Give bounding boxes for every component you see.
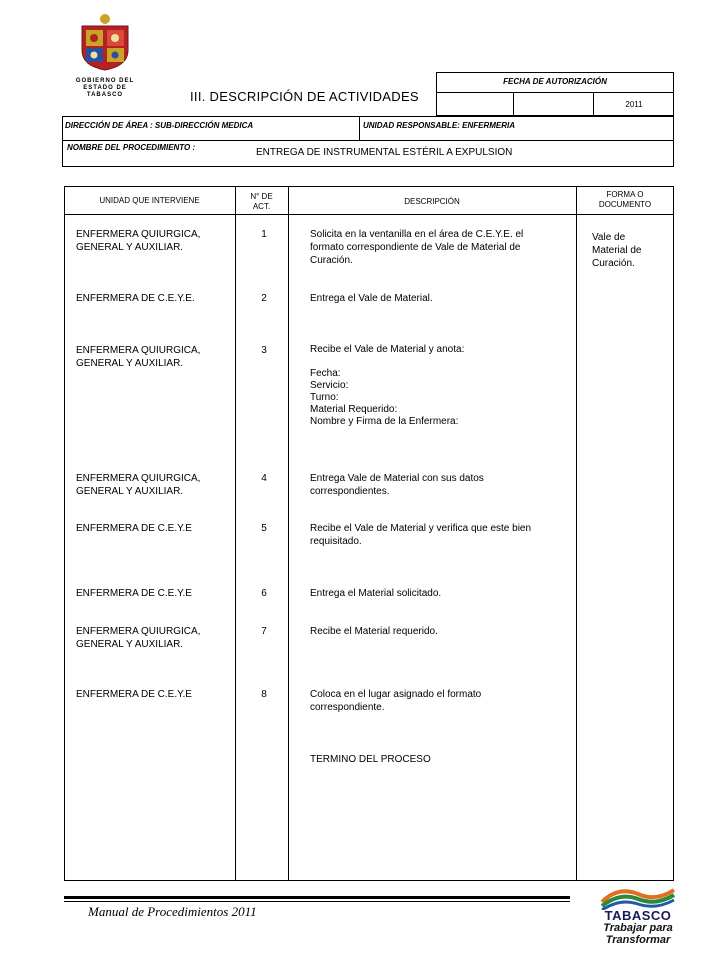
manual-footer-text: Manual de Procedimientos 2011 [88,904,257,919]
logo-text-line: GOBIERNO DEL [75,78,135,84]
fecha-year: 2011 [625,100,643,109]
direccion-area-label: DIRECCIÓN DE ÁREA : SUB-DIRECCIÓN MEDICA [65,121,254,130]
row-unit: ENFERMERA DE C.E.Y.E [76,588,192,599]
tabasco-waves-icon [598,884,678,910]
row-unit: ENFERMERA DE C.E.Y.E [76,689,192,700]
logo-text-line: TABASCO [86,92,124,98]
fecha-autorizacion-label: FECHA DE AUTORIZACIÓN [503,77,607,86]
section-title: III. DESCRIPCIÓN DE ACTIVIDADES [190,89,419,104]
state-coat-of-arms [74,12,136,98]
row-unit: ENFERMERA QUIURGICA, GENERAL Y AUXILIAR. [76,229,201,253]
procedimiento-value: ENTREGA DE INSTRUMENTAL ESTÉRIL A EXPULSION [256,147,513,158]
footer-rule [64,896,570,899]
tabasco-brand-slogan: Trabajar para Transformar [603,922,673,946]
end-of-process-text: TERMINO DEL PROCESO [310,754,431,765]
unidad-responsable-label: UNIDAD RESPONSABLE: ENFERMERIA [363,121,516,130]
row-description: Solicita en la ventanilla en el área de C.E.Y.E. el formato correspondiente de Vale de Material de Curación. [310,229,524,266]
row-number: 8 [261,689,267,700]
tabasco-brand-name: TABASCO [604,908,672,923]
row-number: 7 [261,626,267,637]
column-header-descripcion: DESCRIPCIÓN [404,197,460,206]
row-number: 6 [261,588,267,599]
row-description: Coloca en el lugar asignado el formato correspondiente. [310,689,482,713]
row-description: Recibe el Vale de Material y anota: Fecha: Servicio: Turno: Material Requerido: Nombre y Firma de la Enfermera: [310,344,465,427]
column-header-numero: N° DE ACT. [250,192,273,211]
row-document: Vale de Material de Curación. [592,232,642,269]
row-description: Entrega Vale de Material con sus datos correspondientes. [310,473,484,497]
logo-text-line: ESTADO DE [83,85,127,91]
row-number: 4 [261,473,267,484]
row-number: 2 [261,293,267,304]
row-number: 5 [261,523,267,534]
column-header-unidad: UNIDAD QUE INTERVIENE [99,196,200,205]
procedimiento-label: NOMBRE DEL PROCEDIMIENTO : [67,143,196,152]
row-description: Recibe el Vale de Material y verifica que este bien requisitado. [310,523,532,547]
row-description: Entrega el Material solicitado. [310,588,442,599]
row-description: Recibe el Material requerido. [310,626,438,637]
row-description: Entrega el Vale de Material. [310,293,433,304]
row-number: 3 [261,345,267,356]
coat-of-arms-icon [74,12,136,72]
row-unit: ENFERMERA QUIURGICA, GENERAL Y AUXILIAR. [76,626,201,650]
row-unit: ENFERMERA QUIURGICA, GENERAL Y AUXILIAR. [76,473,201,497]
tabasco-brand-logo [588,884,688,944]
column-header-documento: FORMA O DOCUMENTO [598,190,652,209]
row-unit: ENFERMERA QUIURGICA, GENERAL Y AUXILIAR. [76,345,201,369]
row-unit: ENFERMERA DE C.E.Y.E. [76,293,195,304]
row-unit: ENFERMERA DE C.E.Y.E [76,523,192,534]
row-number: 1 [261,229,267,240]
